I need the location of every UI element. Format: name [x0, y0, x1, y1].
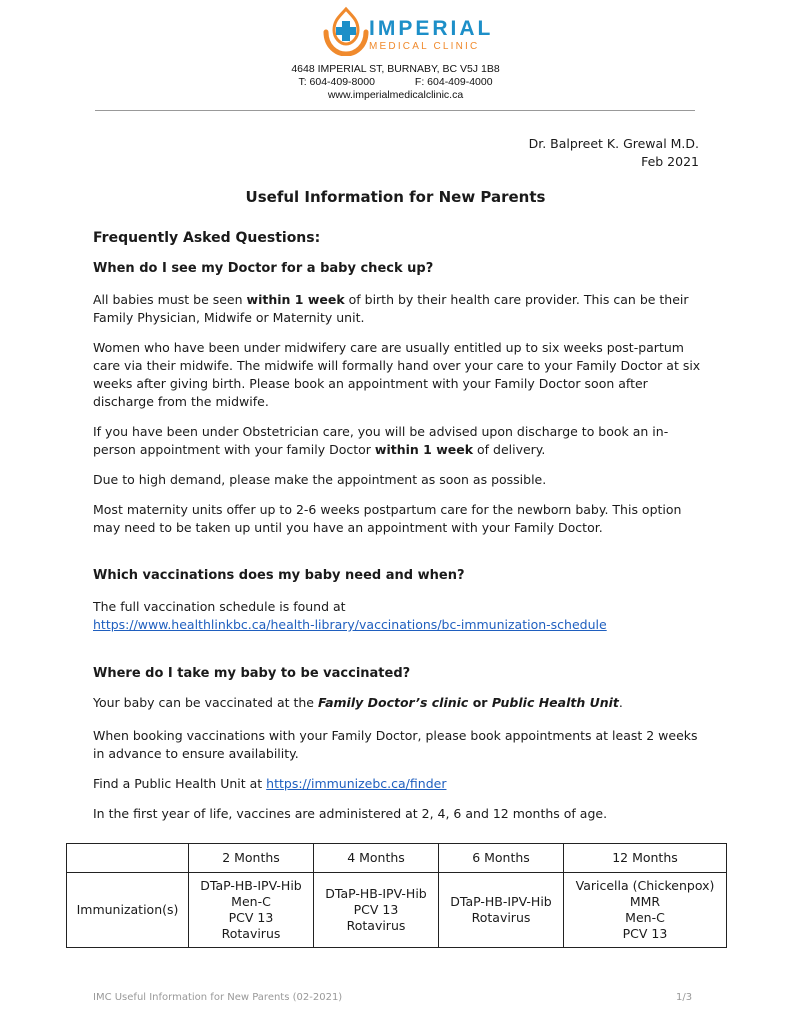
question-checkup: When do I see my Doctor for a baby check up? [93, 261, 434, 276]
question-vaccinations: Which vaccinations does my baby need and when? [93, 568, 465, 583]
clinic-phone-fax [0, 76, 791, 88]
paragraph-high-demand: Due to high demand, please make the appointment as soon as possible. [93, 472, 547, 487]
paragraph-vaccine-ages: In the first year of life, vaccines are administered at 2, 4, 6 and 12 months of age. [93, 806, 608, 821]
doctor-name: Dr. Balpreet K. Grewal M.D. [528, 136, 699, 151]
finder-link[interactable]: https://immunizebc.ca/finder [266, 776, 447, 791]
medical-cross-hands-icon [322, 6, 370, 56]
paragraph-obstetrician: If you have been under Obstetrician care, you will be advised upon discharge to book an in-person appointment with your family Doctor within 1 week of delivery. [93, 424, 669, 457]
doctor-block [529, 135, 699, 171]
faq-heading: Frequently Asked Questions: [93, 230, 321, 246]
table-header-row [67, 844, 727, 873]
table-cell: Varicella (Chickenpox) MMR Men-C PCV 13 [564, 873, 727, 948]
table-header-cell [67, 844, 189, 873]
schedule-link[interactable]: https://www.healthlinkbc.ca/health-library/vaccinations/bc-immunization-schedule [93, 617, 607, 632]
table-header-cell: 12 Months [564, 844, 727, 873]
page-title: Useful Information for New Parents [245, 188, 546, 206]
clinic-phone: T: 604-409-8000 [298, 76, 375, 88]
table-cell: DTaP-HB-IPV-Hib PCV 13 Rotavirus [314, 873, 439, 948]
paragraph-schedule: The full vaccination schedule is found at https://www.healthlinkbc.ca/health-library/vaccinations/bc-immunization-schedule [93, 599, 607, 632]
table-cell: DTaP-HB-IPV-Hib Rotavirus [439, 873, 564, 948]
brand-name: IMPERIAL [369, 17, 494, 40]
immunization-table [66, 843, 727, 948]
paragraph-booking: When booking vaccinations with your Family Doctor, please book appointments at least 2 weeks in advance to ensure availability. [93, 728, 698, 761]
clinic-website[interactable]: www.imperialmedicalclinic.ca [327, 89, 464, 101]
table-row [67, 873, 727, 948]
footer-doc-title: IMC Useful Information for New Parents (02-2021) [93, 992, 343, 1003]
paragraph-maternity-units: Most maternity units offer up to 2-6 weeks postpartum care for the newborn baby. This option may need to be taken up until you have an appointment with your Family Doctor. [93, 502, 682, 535]
document-date: Feb 2021 [641, 154, 699, 169]
clinic-address: 4648 IMPERIAL ST, BURNABY, BC V5J 1B8 [291, 63, 500, 75]
paragraph-checkup-within-week: All babies must be seen within 1 week of birth by their health care provider. This can be their Family Physician, Midwife or Maternity unit. [93, 292, 689, 325]
header-divider [95, 110, 695, 111]
table-header-cell: 2 Months [189, 844, 314, 873]
table-header-cell: 6 Months [439, 844, 564, 873]
brand-subtitle: MEDICAL CLINIC [369, 41, 480, 52]
table-header-cell: 4 Months [314, 844, 439, 873]
paragraph-find-unit: Find a Public Health Unit at https://immunizebc.ca/finder [93, 776, 447, 791]
paragraph-vaccination-location: Your baby can be vaccinated at the Family Doctor’s clinic or Public Health Unit. [93, 695, 623, 710]
table-cell: DTaP-HB-IPV-Hib Men-C PCV 13 Rotavirus [189, 873, 314, 948]
page-number: 1/3 [676, 992, 693, 1003]
question-where-vaccinated: Where do I take my baby to be vaccinated? [93, 666, 411, 681]
table-row-label: Immunization(s) [67, 873, 189, 948]
paragraph-midwifery: Women who have been under midwifery care are usually entitled up to six weeks post-partum care via their midwife. The midwife will formally hand over your care to your Family Doctor at six weeks after giving birth. Please book an appointment with your Family Doctor soon after discharge from the midwife. [93, 340, 701, 409]
clinic-fax: F: 604-409-4000 [414, 76, 493, 88]
